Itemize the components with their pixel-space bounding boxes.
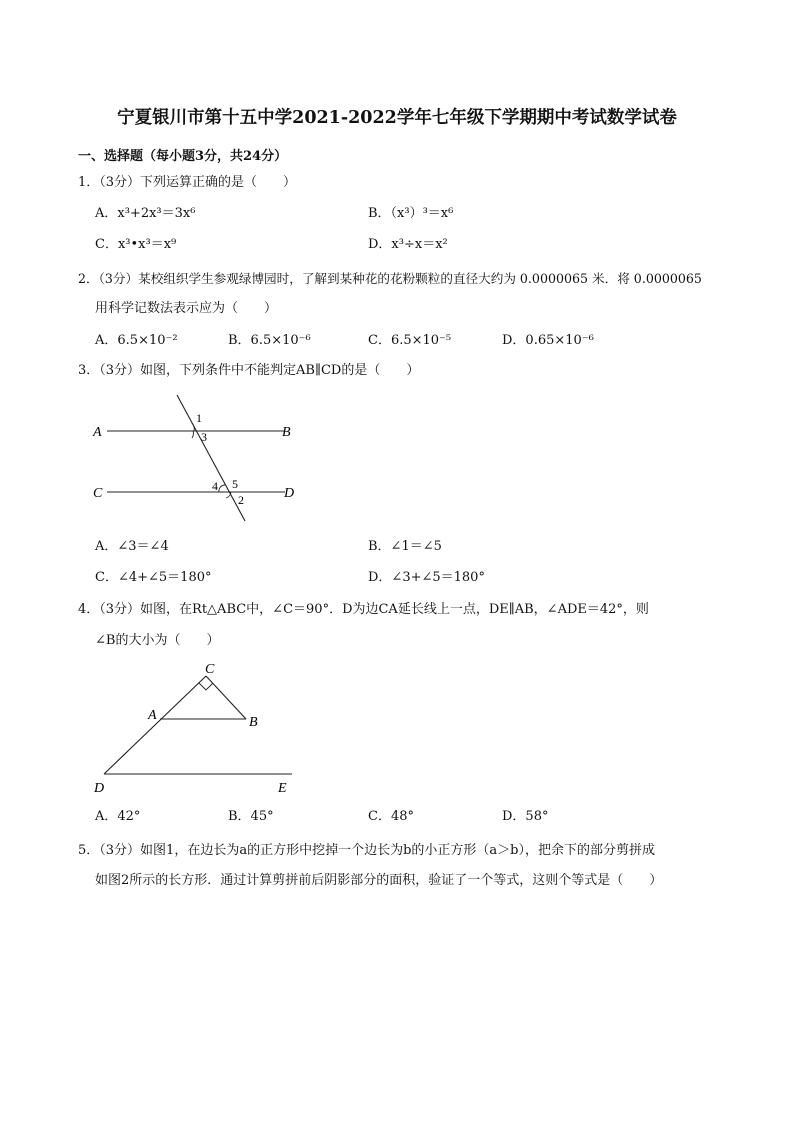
point-label-e: E bbox=[278, 781, 287, 796]
question-4-figure bbox=[88, 657, 303, 797]
angle-label-1: 1 bbox=[196, 411, 202, 425]
question-1-option-b[interactable]: B．（x³）³＝x⁶ bbox=[368, 206, 454, 221]
question-2-option-c[interactable]: C．6.5×10⁻⁵ bbox=[368, 333, 452, 348]
angle-3-arc bbox=[192, 431, 193, 438]
angle-4-arc bbox=[219, 485, 225, 492]
question-3-option-b[interactable]: B．∠1＝∠5 bbox=[368, 539, 442, 554]
angle-label-2: 2 bbox=[238, 493, 244, 507]
question-4-option-d[interactable]: D．58° bbox=[502, 809, 549, 824]
point-label-a: A bbox=[93, 425, 102, 440]
point-label-b: B bbox=[249, 715, 258, 730]
point-label-a: A bbox=[148, 708, 157, 723]
point-label-b: B bbox=[282, 425, 291, 440]
line-cd bbox=[104, 676, 206, 774]
question-3-option-d[interactable]: D．∠3+∠5＝180° bbox=[368, 570, 485, 585]
question-1-option-c[interactable]: C．x³•x³＝x⁹ bbox=[95, 237, 177, 252]
question-5-stem-line-2: 如图2所示的长方形．通过计算剪拼前后阴影部分的面积，验证了一个等式，这则个等式是（ ） bbox=[95, 873, 663, 888]
point-label-d: D bbox=[94, 781, 105, 796]
line-cb bbox=[206, 676, 246, 719]
point-label-c: C bbox=[93, 486, 103, 501]
question-3-stem: 3．（3分）如图，下列条件中不能判定AB∥CD的是（ ） bbox=[78, 363, 420, 378]
question-2-option-b[interactable]: B．6.5×10⁻⁶ bbox=[228, 333, 311, 348]
question-4-option-c[interactable]: C．48° bbox=[368, 809, 414, 824]
question-1-option-a[interactable]: A．x³+2x³＝3x⁶ bbox=[95, 206, 196, 221]
question-3-option-a[interactable]: A．∠3＝∠4 bbox=[95, 539, 169, 554]
question-2-stem-line-2: 用科学记数法表示应为（ ） bbox=[95, 301, 278, 316]
question-3-option-c[interactable]: C．∠4+∠5＝180° bbox=[95, 570, 212, 585]
section-heading: 一、选择题（每小题3分，共24分） bbox=[78, 149, 288, 164]
question-1-stem: 1．（3分）下列运算正确的是（ ） bbox=[78, 175, 297, 190]
question-4-option-a[interactable]: A．42° bbox=[95, 809, 141, 824]
question-4-stem-line-1: 4．（3分）如图，在Rt△ABC中，∠C＝90°．D为边CA延长线上一点，DE∥AB，∠ADE＝42°，则 bbox=[78, 602, 649, 617]
question-2-option-a[interactable]: A．6.5×10⁻² bbox=[95, 333, 178, 348]
angle-label-4: 4 bbox=[212, 479, 218, 493]
question-3-figure bbox=[85, 390, 315, 530]
page-title: 宁夏银川市第十五中学2021-2022学年七年级下学期期中考试数学试卷 bbox=[117, 108, 677, 128]
angle-label-3: 3 bbox=[201, 430, 207, 444]
question-1-option-d[interactable]: D．x³÷x＝x² bbox=[368, 237, 448, 252]
transversal-line bbox=[177, 395, 245, 521]
point-label-c: C bbox=[205, 662, 215, 677]
question-5-stem-line-1: 5．（3分）如图1，在边长为a的正方形中挖掉一个边长为b的小正方形（a＞b），把余下的部分剪拼成 bbox=[78, 843, 655, 858]
question-2-option-d[interactable]: D．0.65×10⁻⁶ bbox=[502, 333, 594, 348]
right-angle-mark bbox=[199, 683, 213, 690]
point-label-d: D bbox=[284, 486, 295, 501]
question-4-stem-line-2: ∠B的大小为（ ） bbox=[95, 633, 220, 648]
angle-label-5: 5 bbox=[232, 477, 238, 491]
question-2-stem-line-1: 2．（3分）某校组织学生参观绿博园时，了解到某种花的花粉颗粒的直径大约为 0.0000065 米．将 0.0000065 bbox=[78, 271, 702, 286]
question-4-option-b[interactable]: B．45° bbox=[228, 809, 274, 824]
